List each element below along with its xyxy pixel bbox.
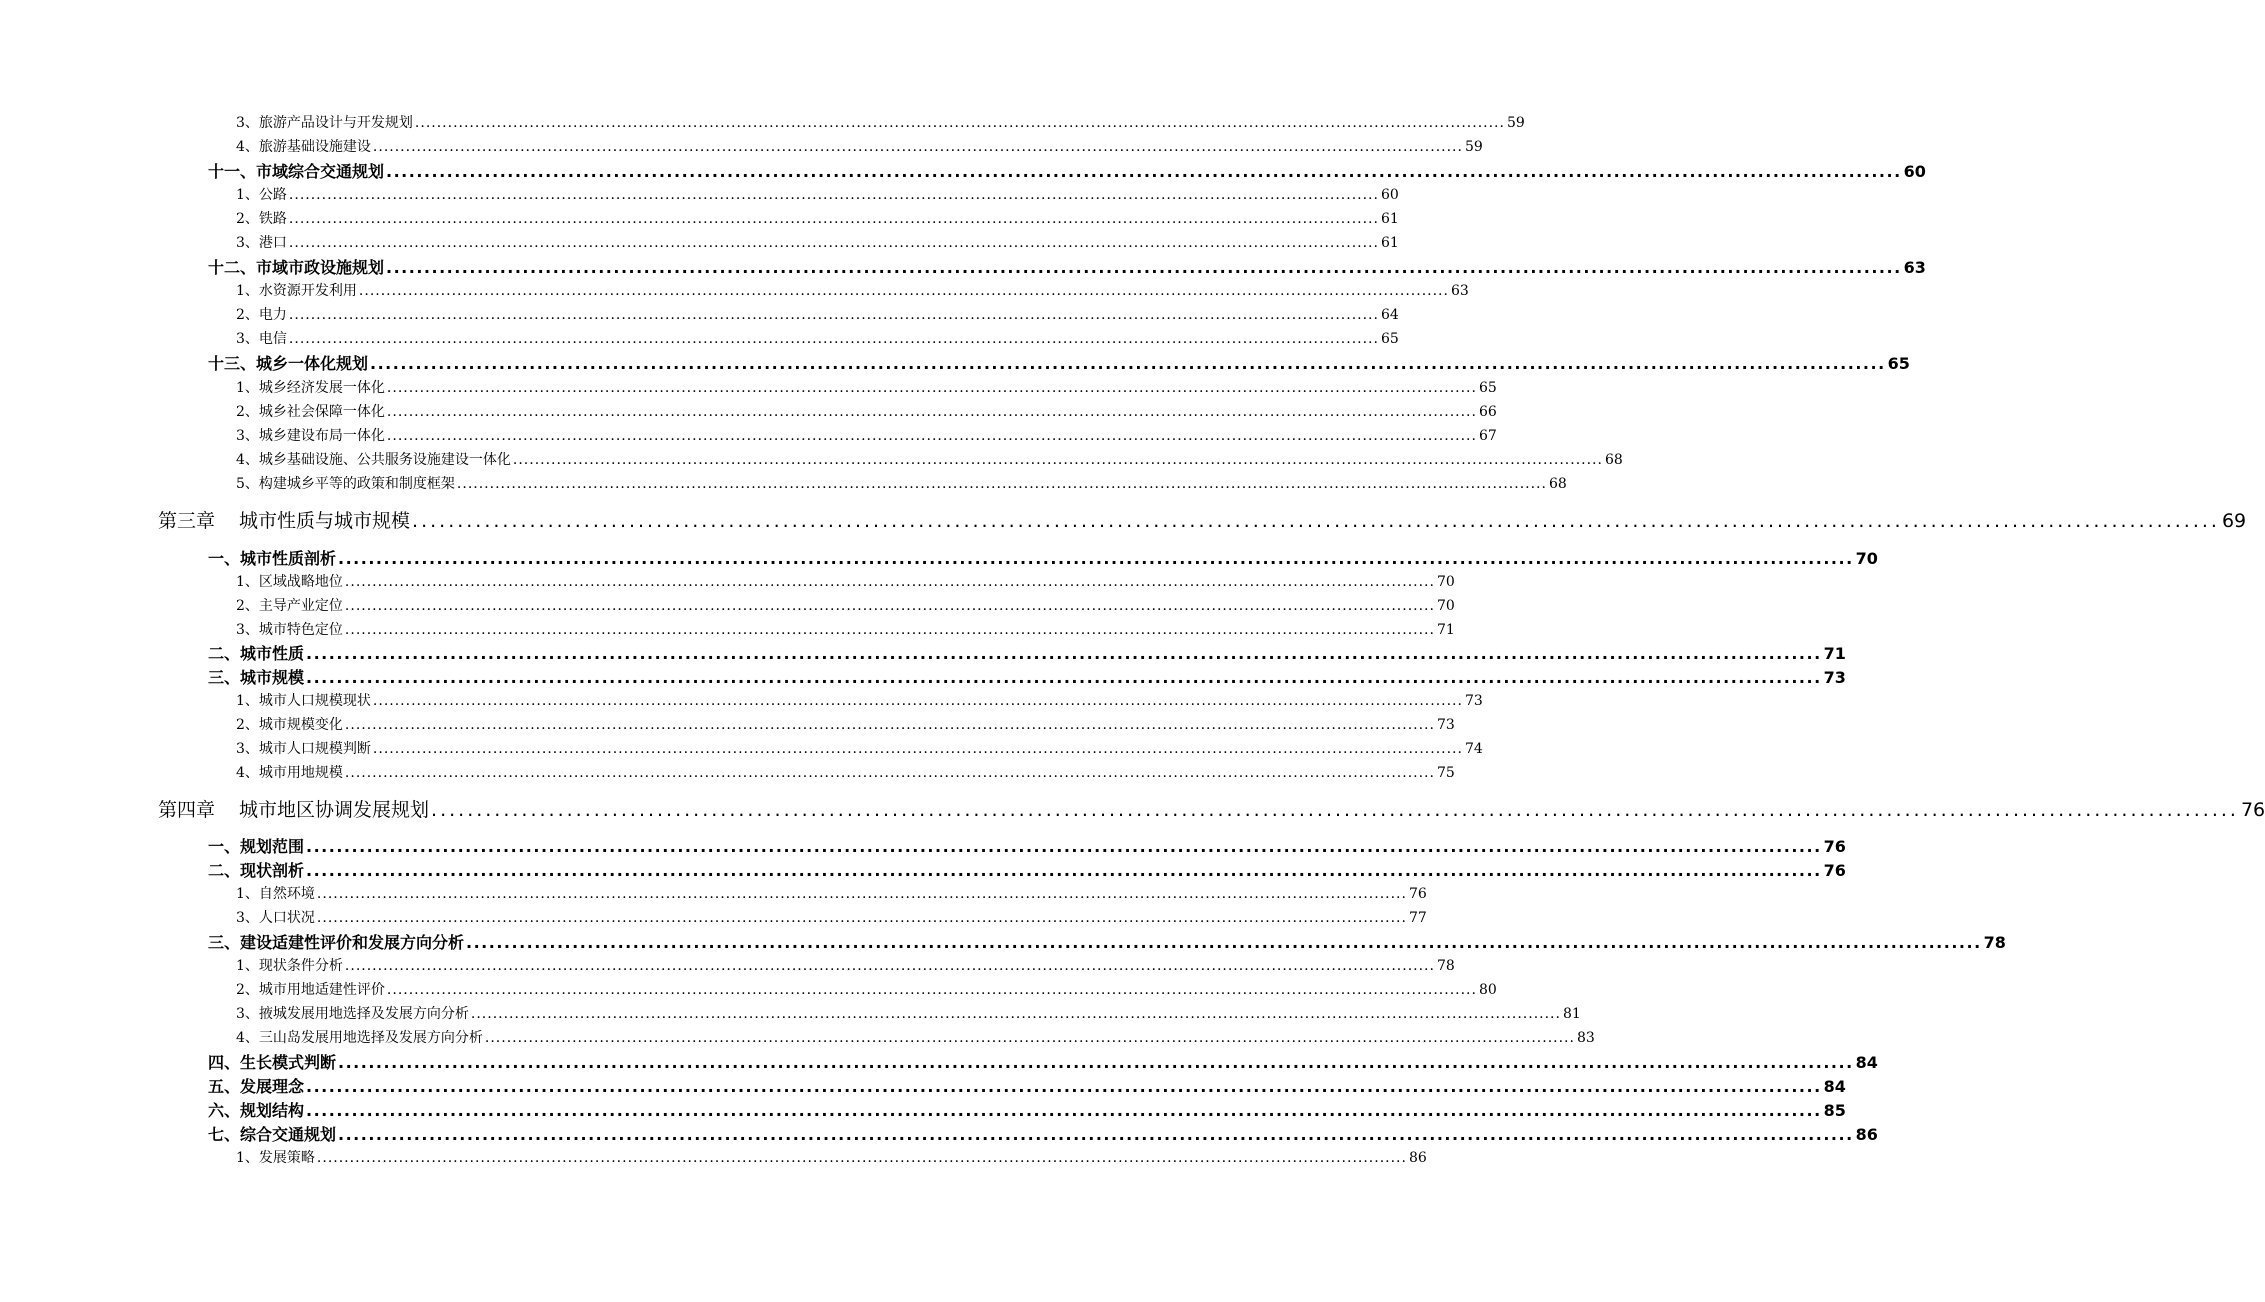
- dot-leader: ........................................................................................................................................................................................................: [512, 452, 1603, 468]
- page-number: 63: [1450, 283, 1469, 299]
- toc-subsection-entry[interactable]: [236, 426, 1497, 446]
- dot-leader: ........................................................................................................................................................................................................: [386, 162, 1902, 181]
- dot-leader: ........................................................................................................................................................................................................: [484, 1030, 1575, 1046]
- dot-leader: ........................................................................................................................................................................................................: [372, 741, 1463, 757]
- page-number: 59: [1464, 139, 1483, 155]
- toc-subsection-entry[interactable]: [236, 620, 1455, 640]
- toc-entry-label: 4、三山岛发展用地选择及发展方向分析: [236, 1030, 483, 1046]
- toc-entry-label: 三、城市规模: [208, 668, 305, 687]
- page-number: 60: [1380, 187, 1399, 203]
- toc-entry-label: 2、电力: [236, 307, 287, 323]
- dot-leader: ........................................................................................................................................................................................................: [372, 139, 1463, 155]
- page-number: 71: [1823, 644, 1846, 663]
- toc-subsection-entry[interactable]: [236, 474, 1567, 494]
- toc-entry-label: 1、发展策略: [236, 1150, 315, 1166]
- toc-subsection-entry[interactable]: [236, 329, 1399, 349]
- page-number: 66: [1478, 404, 1497, 420]
- page-number: 74: [1464, 741, 1483, 757]
- toc-subsection-entry[interactable]: [236, 185, 1399, 205]
- toc-section-entry[interactable]: [208, 932, 2006, 954]
- page-number: 83: [1576, 1030, 1595, 1046]
- toc-entry-label: 2、城市规模变化: [236, 717, 343, 733]
- toc-section-entry[interactable]: [208, 1124, 1878, 1146]
- dot-leader: ........................................................................................................................................................................................................: [344, 958, 1435, 974]
- page-number: 71: [1436, 622, 1455, 638]
- toc-subsection-entry[interactable]: [236, 691, 1483, 711]
- toc-subsection-entry[interactable]: [236, 305, 1399, 325]
- page-number: 65: [1380, 331, 1399, 347]
- dot-leader: ........................................................................................................................................................................................................: [306, 1077, 1822, 1096]
- toc-subsection-entry[interactable]: [236, 402, 1497, 422]
- dot-leader: ........................................................................................................................................................................................................: [386, 982, 1477, 998]
- page-number: 75: [1436, 765, 1455, 781]
- page-number: 76: [1408, 886, 1427, 902]
- toc-entry-label: 四、生长模式判断: [208, 1053, 337, 1072]
- toc-entry-label: 3、城市特色定位: [236, 622, 343, 638]
- toc-section-entry[interactable]: [208, 643, 1846, 665]
- toc-entry-label: 4、旅游基础设施建设: [236, 139, 371, 155]
- toc-entry-label: [158, 507, 410, 535]
- page-number: 84: [1855, 1053, 1878, 1072]
- page-number: 65: [1887, 354, 1910, 373]
- toc-section-entry[interactable]: [208, 257, 1926, 279]
- toc-subsection-entry[interactable]: [236, 572, 1455, 592]
- toc-subsection-entry[interactable]: [236, 596, 1455, 616]
- dot-leader: ........................................................................................................................................................................................................: [288, 187, 1379, 203]
- dot-leader: ........................................................................................................................................................................................................: [306, 644, 1822, 663]
- toc-entry-label: 2、城市用地适建性评价: [236, 982, 385, 998]
- page-number: 85: [1823, 1101, 1846, 1120]
- chapter-title: 城市性质与城市规模: [239, 510, 411, 532]
- toc-entry-label: 3、掖城发展用地选择及发展方向分析: [236, 1006, 469, 1022]
- page-number: 67: [1478, 428, 1497, 444]
- toc-subsection-entry[interactable]: [236, 233, 1399, 253]
- page-number: 76: [1823, 837, 1846, 856]
- dot-leader: ........................................................................................................................................................................................................: [316, 886, 1407, 902]
- page-number: 76: [2240, 799, 2265, 821]
- page-number: 86: [1855, 1125, 1878, 1144]
- page-number: 78: [1436, 958, 1455, 974]
- dot-leader: ........................................................................................................................................................................................................: [466, 933, 1982, 952]
- toc-entry-label: 十二、市域市政设施规划: [208, 258, 385, 277]
- dot-leader: ........................................................................................................................................................................................................: [338, 549, 1854, 568]
- dot-leader: ........................................................................................................................................................................................................: [306, 861, 1822, 880]
- page-number: 73: [1464, 693, 1483, 709]
- toc-entry-label: 一、城市性质剖析: [208, 549, 337, 568]
- page-number: 63: [1903, 258, 1926, 277]
- dot-leader: ........................................................................................................................................................................................................: [306, 837, 1822, 856]
- toc-section-entry[interactable]: [208, 836, 1846, 858]
- toc-entry-label: 5、构建城乡平等的政策和制度框架: [236, 476, 455, 492]
- page-number: 77: [1408, 910, 1427, 926]
- dot-leader: ........................................................................................................................................................................................................: [456, 476, 1547, 492]
- toc-entry-label: 1、现状条件分析: [236, 958, 343, 974]
- toc-section-entry[interactable]: [208, 353, 1910, 375]
- page-number: 68: [1548, 476, 1567, 492]
- toc-entry-label: 六、规划结构: [208, 1101, 305, 1120]
- toc-subsection-entry[interactable]: [236, 450, 1623, 470]
- toc-section-entry[interactable]: [208, 161, 1926, 183]
- toc-subsection-entry[interactable]: [236, 209, 1399, 229]
- toc-entry-label: 十一、市域综合交通规划: [208, 162, 385, 181]
- page-number: 81: [1562, 1006, 1581, 1022]
- toc-subsection-entry[interactable]: [236, 137, 1483, 157]
- toc-subsection-entry[interactable]: [236, 763, 1455, 783]
- toc-subsection-entry[interactable]: [236, 715, 1455, 735]
- toc-entry-label: 1、自然环境: [236, 886, 315, 902]
- page-number: 80: [1478, 982, 1497, 998]
- dot-leader: ........................................................................................................................................................................................................: [344, 622, 1435, 638]
- toc-subsection-entry[interactable]: [236, 956, 1455, 976]
- dot-leader: ........................................................................................................................................................................................................: [386, 258, 1902, 277]
- toc-subsection-entry[interactable]: [236, 980, 1497, 1000]
- dot-leader: ........................................................................................................................................................................................................: [414, 115, 1505, 131]
- toc-entry-label: 五、发展理念: [208, 1077, 305, 1096]
- page-number: 73: [1436, 717, 1455, 733]
- dot-leader: ........................................................................................................................................................................................................: [344, 717, 1435, 733]
- toc-subsection-entry[interactable]: [236, 281, 1469, 301]
- page-number: 68: [1604, 452, 1623, 468]
- toc-chapter-entry[interactable]: [158, 507, 2247, 535]
- toc-entry-label: 3、旅游产品设计与开发规划: [236, 115, 413, 131]
- chapter-number: 第四章: [158, 799, 216, 821]
- page-number: 86: [1408, 1150, 1427, 1166]
- toc-entry-label: 2、主导产业定位: [236, 598, 343, 614]
- toc-entry-label: 3、电信: [236, 331, 287, 347]
- page-number: 76: [1823, 861, 1846, 880]
- toc-section-entry[interactable]: [208, 548, 1878, 570]
- dot-leader: ........................................................................................................................................................................................................: [288, 307, 1379, 323]
- toc-subsection-entry[interactable]: [236, 884, 1427, 904]
- dot-leader: ........................................................................................................................................................................................................: [338, 1053, 1854, 1072]
- toc-section-entry[interactable]: [208, 1100, 1846, 1122]
- toc-subsection-entry[interactable]: [236, 1148, 1427, 1168]
- toc-entry-label: 十三、城乡一体化规划: [208, 354, 369, 373]
- toc-entry-label: 3、城乡建设布局一体化: [236, 428, 385, 444]
- toc-entry-label: 1、公路: [236, 187, 287, 203]
- toc-subsection-entry[interactable]: [236, 1028, 1595, 1048]
- toc-entry-label: 3、城市人口规模判断: [236, 741, 371, 757]
- dot-leader: ........................................................................................................................................................................................................: [288, 211, 1379, 227]
- dot-leader: ........................................................................................................................................................................................................: [372, 693, 1463, 709]
- toc-entry-label: 1、城市人口规模现状: [236, 693, 371, 709]
- dot-leader: ........................................................................................................................................................................................................: [358, 283, 1449, 299]
- dot-leader: ........................................................................................................................................................................................................: [306, 668, 1822, 687]
- dot-leader: ........................................................................................................................................................................................................: [370, 354, 1886, 373]
- page-number: 70: [1436, 574, 1455, 590]
- toc-subsection-entry[interactable]: [236, 378, 1497, 398]
- toc-entry-label: 4、城乡基础设施、公共服务设施建设一体化: [236, 452, 511, 468]
- chapter-number: 第三章: [158, 510, 216, 532]
- page-number: 59: [1506, 115, 1525, 131]
- dot-leader: ........................................................................................................................................................................................................: [288, 331, 1379, 347]
- toc-entry-label: 3、港口: [236, 235, 287, 251]
- dot-leader: ........................................................................................................................................................................................................: [412, 510, 2220, 532]
- dot-leader: ........................................................................................................................................................................................................: [431, 799, 2239, 821]
- page-number: 84: [1823, 1077, 1846, 1096]
- toc-entry-label: 二、现状剖析: [208, 861, 305, 880]
- toc-entry-label: 二、城市性质: [208, 644, 305, 663]
- toc-entry-label: 2、铁路: [236, 211, 287, 227]
- toc-section-entry[interactable]: [208, 1076, 1846, 1098]
- toc-entry-label: 1、区域战略地位: [236, 574, 343, 590]
- dot-leader: ........................................................................................................................................................................................................: [288, 235, 1379, 251]
- dot-leader: ........................................................................................................................................................................................................: [306, 1101, 1822, 1120]
- toc-section-entry[interactable]: [208, 860, 1846, 882]
- dot-leader: ........................................................................................................................................................................................................: [344, 598, 1435, 614]
- toc-entry-label: 一、规划范围: [208, 837, 305, 856]
- dot-leader: ........................................................................................................................................................................................................: [344, 765, 1435, 781]
- dot-leader: ........................................................................................................................................................................................................: [344, 574, 1435, 590]
- toc-entry-label: 七、综合交通规划: [208, 1125, 337, 1144]
- dot-leader: ........................................................................................................................................................................................................: [386, 404, 1477, 420]
- toc-subsection-entry[interactable]: [236, 908, 1427, 928]
- toc-subsection-entry[interactable]: [236, 113, 1525, 133]
- page-number: 73: [1823, 668, 1846, 687]
- page-number: 70: [1855, 549, 1878, 568]
- toc-entry-label: 1、水资源开发利用: [236, 283, 357, 299]
- toc-chapter-entry[interactable]: [158, 796, 2265, 824]
- page-number: 65: [1478, 380, 1497, 396]
- toc-subsection-entry[interactable]: [236, 739, 1483, 759]
- dot-leader: ........................................................................................................................................................................................................: [386, 428, 1477, 444]
- toc-entry-label: 4、城市用地规模: [236, 765, 343, 781]
- dot-leader: ........................................................................................................................................................................................................: [316, 1150, 1407, 1166]
- page-number: 69: [2221, 510, 2247, 532]
- dot-leader: ........................................................................................................................................................................................................: [338, 1125, 1854, 1144]
- page-number: 60: [1903, 162, 1926, 181]
- dot-leader: ........................................................................................................................................................................................................: [316, 910, 1407, 926]
- dot-leader: ........................................................................................................................................................................................................: [470, 1006, 1561, 1022]
- toc-section-entry[interactable]: [208, 1052, 1878, 1074]
- toc-entry-label: 2、城乡社会保障一体化: [236, 404, 385, 420]
- page-number: 61: [1380, 235, 1399, 251]
- dot-leader: ........................................................................................................................................................................................................: [386, 380, 1477, 396]
- toc-section-entry[interactable]: [208, 667, 1846, 689]
- page-number: 64: [1380, 307, 1399, 323]
- page-number: 61: [1380, 211, 1399, 227]
- page-number: 70: [1436, 598, 1455, 614]
- toc-entry-label: 3、人口状况: [236, 910, 315, 926]
- toc-entry-label: [158, 796, 429, 824]
- chapter-title: 城市地区协调发展规划: [239, 799, 430, 821]
- page-number: 78: [1983, 933, 2006, 952]
- toc-entry-label: 三、建设适建性评价和发展方向分析: [208, 933, 465, 952]
- toc-subsection-entry[interactable]: [236, 1004, 1581, 1024]
- toc-entry-label: 1、城乡经济发展一体化: [236, 380, 385, 396]
